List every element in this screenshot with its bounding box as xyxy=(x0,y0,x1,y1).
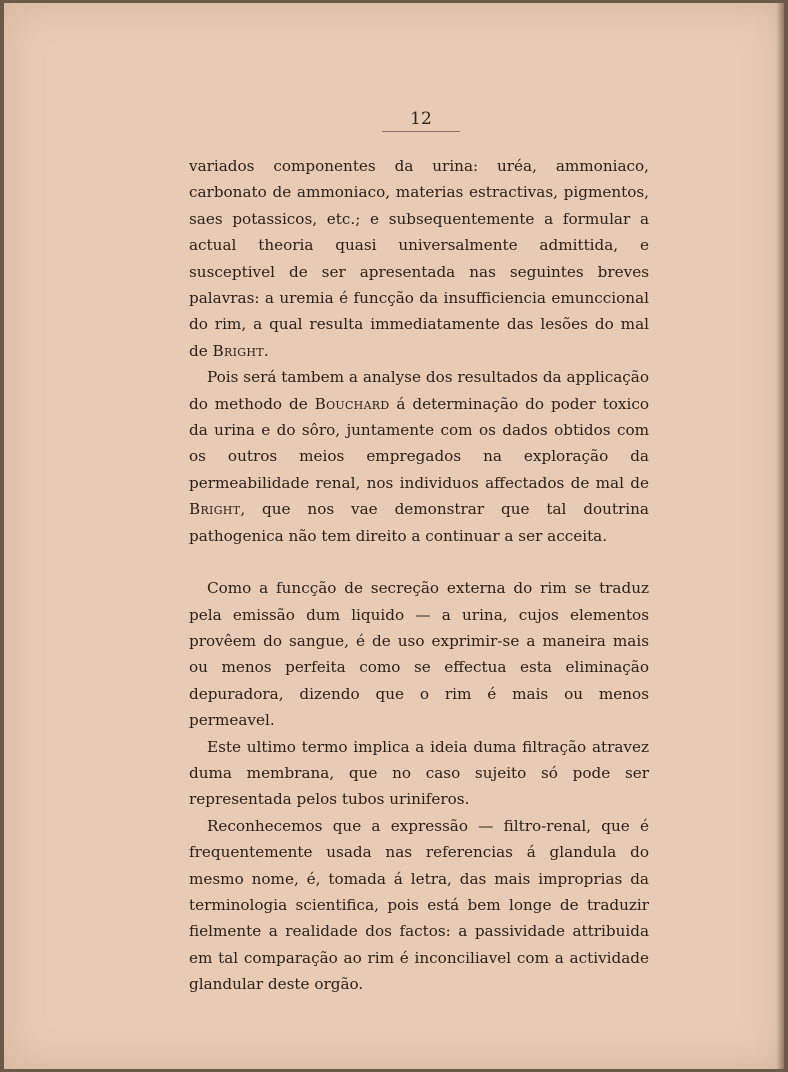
text-run: Como a funcção de secreção externa do rim se traduz pela emissão dum liquido — a urina, cujos elementos provêem do sangue, é de uso exprimir-se a maneira mais ou menos perfeita como se effectua esta eliminação depuradora, dizendo que o rim é mais ou menos permeavel. xyxy=(189,579,649,730)
text-run: . xyxy=(263,341,269,360)
paragraph xyxy=(189,153,649,364)
author-name: Bouchard xyxy=(314,394,390,413)
paragraph xyxy=(189,575,649,733)
paragraph xyxy=(189,364,649,549)
text-run: á determinação do poder toxico da urina e do sôro, juntamente com os dados obtidos com os outros meios empregados na exploração da permeabilidade renal, nos individuos affectados de mal de xyxy=(189,394,650,492)
paragraph xyxy=(189,734,649,813)
book-page xyxy=(4,3,784,1069)
text-run: Reconhecemos que a expressão — filtro-renal, que é frequentemente usada nas referencias á glandula do mesmo nome, é, tomada á letra, das mais improprias da terminologia scientifica, pois está bem longe de traduzir fielmente a realidade dos factos: a passividade attribuida em tal comparação ao rim é inconciliavel com a actividade glandular deste orgão. xyxy=(189,816,649,994)
body-text xyxy=(189,153,649,998)
page-number: 12 xyxy=(410,109,432,129)
header-rule xyxy=(382,131,460,132)
text-run: Este ultimo termo implica a ideia duma filtração atravez duma membrana, que no caso sujeito só pode ser representada pelos tubos uriniferos. xyxy=(189,737,649,809)
paragraph xyxy=(189,813,649,998)
author-name: Bright xyxy=(189,500,241,519)
text-run: , que nos vae demonstrar que tal doutrina pathogenica não tem direito a continuar a ser acceita. xyxy=(189,500,649,545)
text-run: variados componentes da urina: uréa, ammoniaco, carbonato de ammoniaco, materias estractivas, pigmentos, saes potassicos, etc.; e subsequentemente a formular a actual theoria quasi universalmente admittida, e susceptivel de ser apresentada nas seguintes breves palavras: a uremia é funcção da insufficiencia emunccional do rim, a qual resulta immediatamente das lesões do mal de xyxy=(189,157,649,360)
text-run: Pois será tambem a analyse dos resultados da applicação do methodo de xyxy=(189,368,649,413)
author-name: Bright xyxy=(212,341,264,360)
page-edge-shadow xyxy=(776,3,784,1069)
